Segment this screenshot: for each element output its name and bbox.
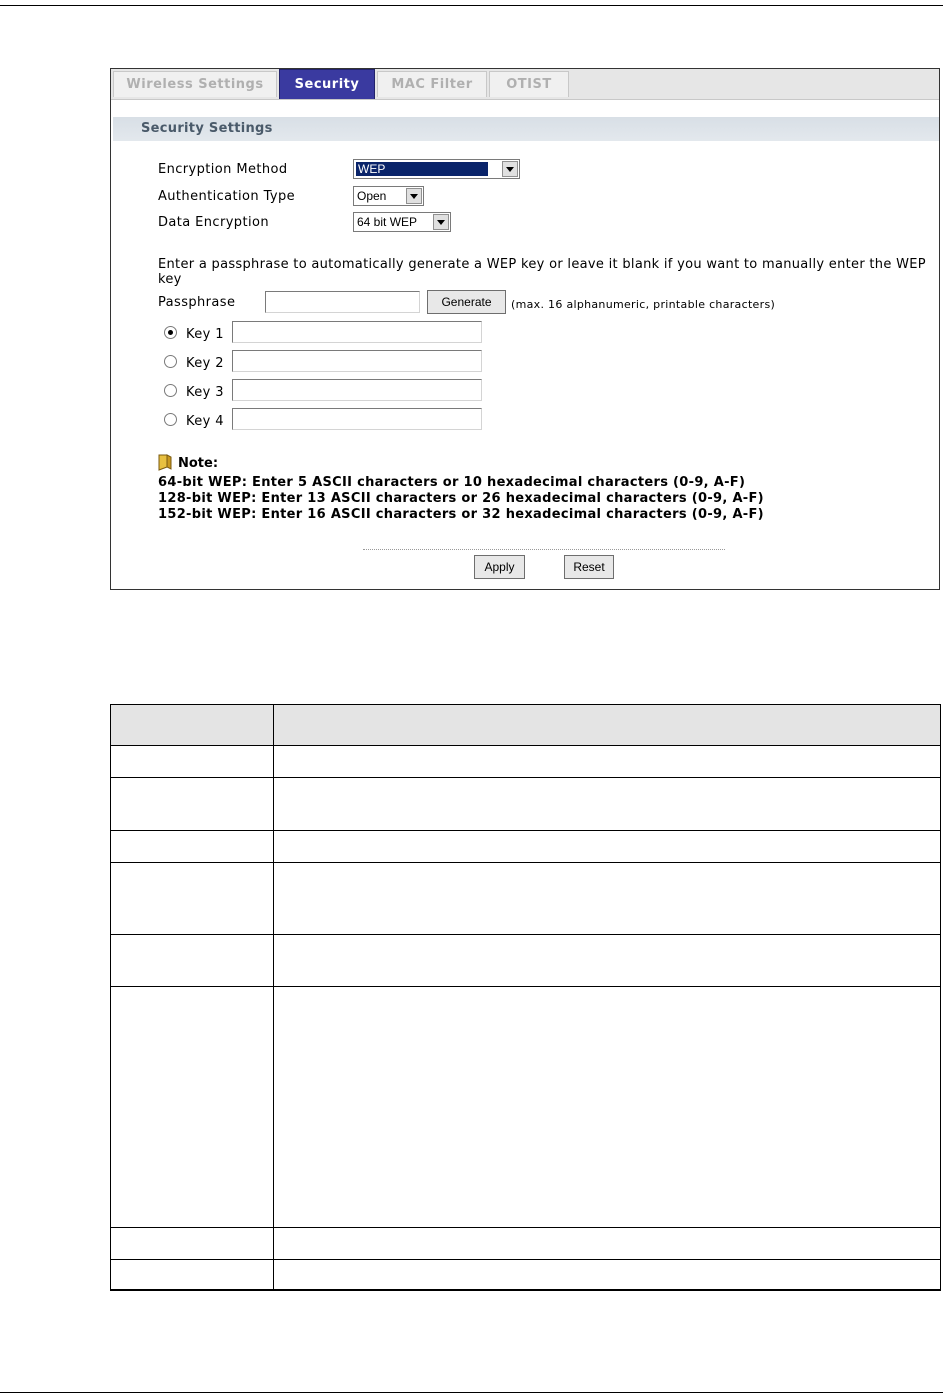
tab-wireless-settings[interactable]: Wireless Settings xyxy=(113,71,277,97)
reset-button[interactable]: Reset xyxy=(564,555,614,579)
passphrase-label: Passphrase xyxy=(158,295,236,310)
chevron-down-icon xyxy=(433,214,449,230)
tab-otist[interactable]: OTIST xyxy=(489,71,569,97)
tab-security[interactable]: Security xyxy=(279,69,375,99)
table-row xyxy=(111,863,940,935)
key-1-radio[interactable] xyxy=(164,326,177,339)
page-bottom-rule xyxy=(0,1392,943,1393)
encryption-method-label: Encryption Method xyxy=(158,162,288,177)
passphrase-input[interactable] xyxy=(265,291,420,313)
tab-mac-filter[interactable]: MAC Filter xyxy=(377,71,487,97)
key-4-radio[interactable] xyxy=(164,413,177,426)
divider xyxy=(363,549,725,550)
note-icon xyxy=(157,454,173,472)
security-settings-panel xyxy=(110,68,940,590)
note-line-64bit: 64-bit WEP: Enter 5 ASCII characters or 10 hexadecimal characters (0-9, A-F) xyxy=(158,475,746,490)
passphrase-instructions: Enter a passphrase to automatically generate a WEP key or leave it blank if you want to manually enter the WEP key xyxy=(158,257,926,287)
table-row xyxy=(111,935,940,987)
key-2-radio[interactable] xyxy=(164,355,177,368)
key-3-label: Key 3 xyxy=(186,385,224,400)
key-2-label: Key 2 xyxy=(186,356,224,371)
data-encryption-select[interactable] xyxy=(353,212,451,232)
authentication-type-value: Open xyxy=(357,189,387,203)
key-3-input[interactable] xyxy=(232,379,482,401)
authentication-type-label: Authentication Type xyxy=(158,189,296,204)
chevron-down-icon xyxy=(502,161,518,177)
table-row xyxy=(111,831,940,863)
key-3-radio[interactable] xyxy=(164,384,177,397)
field-description-table xyxy=(110,704,941,1291)
encryption-method-select[interactable] xyxy=(353,159,520,179)
table-row xyxy=(111,1260,940,1290)
chevron-down-icon xyxy=(406,188,422,204)
page-top-rule xyxy=(0,5,943,6)
encryption-method-value: WEP xyxy=(356,162,488,176)
table-row xyxy=(111,1228,940,1260)
apply-button[interactable]: Apply xyxy=(474,555,525,579)
table-row xyxy=(111,778,940,831)
key-1-input[interactable] xyxy=(232,321,482,343)
generate-button[interactable]: Generate xyxy=(427,290,506,314)
passphrase-hint: (max. 16 alphanumeric, printable characters) xyxy=(511,298,776,311)
note-line-128bit: 128-bit WEP: Enter 13 ASCII characters or 26 hexadecimal characters (0-9, A-F) xyxy=(158,491,764,506)
key-1-label: Key 1 xyxy=(186,327,224,342)
note-line-152bit: 152-bit WEP: Enter 16 ASCII characters or 32 hexadecimal characters (0-9, A-F) xyxy=(158,507,764,522)
data-encryption-value: 64 bit WEP xyxy=(357,215,418,229)
section-title: Security Settings xyxy=(141,121,273,136)
table-header-row xyxy=(111,705,940,746)
table-row xyxy=(111,987,940,1228)
authentication-type-select[interactable] xyxy=(353,186,424,206)
key-2-input[interactable] xyxy=(232,350,482,372)
key-4-label: Key 4 xyxy=(186,414,224,429)
section-header xyxy=(113,117,939,141)
table-column-divider xyxy=(273,705,274,1290)
tab-bar xyxy=(111,69,939,100)
data-encryption-label: Data Encryption xyxy=(158,215,269,230)
note-title: Note: xyxy=(178,456,219,471)
table-row xyxy=(111,746,940,778)
key-4-input[interactable] xyxy=(232,408,482,430)
